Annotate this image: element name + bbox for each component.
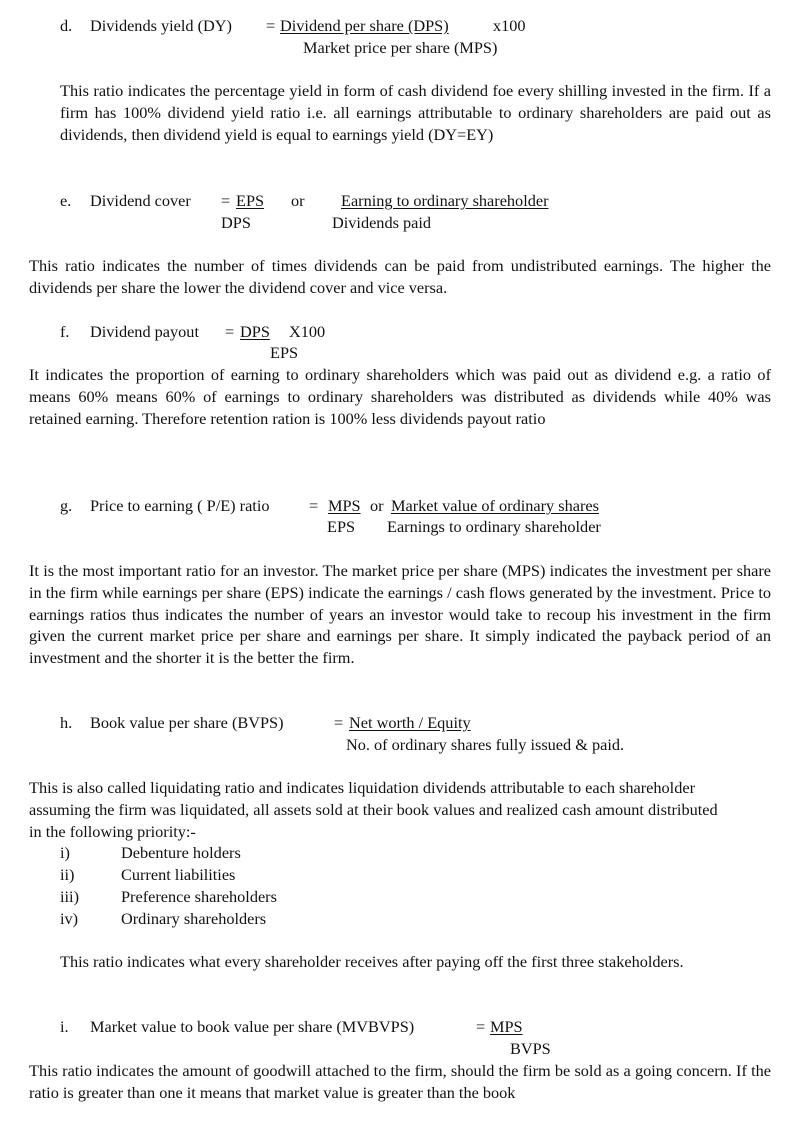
formula-label: Price to earning ( P/E) ratio: [90, 496, 270, 515]
list-number: iii): [60, 887, 79, 906]
equals-sign: =: [221, 191, 231, 210]
formula-numerator-alt: Earning to ordinary shareholder: [341, 191, 549, 210]
formula-label: Dividend payout: [90, 322, 199, 341]
formula-denominator: Market price per share (MPS): [303, 38, 498, 57]
formula-label: Market value to book value per share (MVBVPS): [90, 1017, 415, 1036]
formula-label: Book value per share (BVPS): [90, 713, 284, 732]
list-number: iv): [60, 909, 79, 928]
paragraph-i: This ratio indicates the amount of goodwill attached to the firm, should the firm be sold as a going concern. If the ratio is greater than one it means that market value is greater than the book: [29, 1061, 771, 1102]
paragraph-h2: This ratio indicates what every shareholder receives after paying off the first three stakeholders.: [60, 952, 684, 971]
equals-sign: =: [334, 713, 344, 732]
formula-denominator-alt: Dividends paid: [332, 213, 432, 232]
item-marker: f.: [60, 322, 70, 341]
paragraph-g: It is the most important ratio for an investor. The market price per share (MPS) indicates the investment per share in the firm while earnings per share (EPS) indicate the earnings / cash flows generated by the investment. Price to earnings ratios thus indicates the number of years an investor would take to recoup his investment in the firm given the current market price per share and earnings per share. It simply indicated the payback period of an investment and the shorter it is the better the firm.: [29, 561, 771, 668]
formula-numerator: DPS: [240, 322, 270, 341]
item-marker: e.: [60, 191, 72, 210]
formula-denominator: DPS: [221, 213, 251, 232]
paragraph-h: This is also called liquidating ratio and indicates liquidation dividends attributable to each shareholder assuming the firm was liquidated, all assets sold at their book values and realized cash amount distributed in the following priority:-: [29, 778, 718, 841]
formula-numerator-alt: Market value of ordinary shares: [391, 496, 599, 515]
paragraph-f: It indicates the proportion of earning to ordinary shareholders which was paid out as dividend e.g. a ratio of means 60% means 60% of earnings to ordinary shareholders was distributed as dividends while 40% was retained earning. Therefore retention ration is 100% less dividends payout ratio: [29, 365, 771, 428]
equals-sign: =: [476, 1017, 486, 1036]
list-item: Current liabilities: [121, 865, 236, 884]
list-item: Ordinary shareholders: [121, 909, 267, 928]
item-marker: i.: [60, 1017, 69, 1036]
equals-sign: =: [225, 322, 235, 341]
formula-denominator-alt: Earnings to ordinary shareholder: [387, 517, 601, 536]
formula-numerator: Net worth / Equity: [349, 713, 471, 732]
paragraph-e: This ratio indicates the number of times dividends can be paid from undistributed earnings. The higher the dividends per share the lower the dividend cover and vice versa.: [29, 256, 771, 297]
equals-sign: =: [309, 496, 319, 515]
formula-numerator: MPS: [328, 496, 361, 515]
or-word: or: [291, 191, 305, 210]
formula-multiplier: x100: [493, 16, 526, 35]
formula-numerator: Dividend per share (DPS): [280, 16, 449, 35]
or-word: or: [370, 496, 384, 515]
item-marker: h.: [60, 713, 73, 732]
formula-multiplier: X100: [289, 322, 326, 341]
formula-denominator: No. of ordinary shares fully issued & paid.: [346, 735, 625, 754]
formula-numerator: EPS: [236, 191, 265, 210]
list-item: Debenture holders: [121, 843, 241, 862]
formula-denominator: EPS: [327, 517, 356, 536]
formula-label: Dividends yield (DY): [90, 16, 232, 35]
list-item: Preference shareholders: [121, 887, 277, 906]
formula-denominator: BVPS: [510, 1039, 551, 1058]
formula-numerator: MPS: [490, 1017, 523, 1036]
list-number: ii): [60, 865, 75, 884]
paragraph-d: This ratio indicates the percentage yield in form of cash dividend foe every shilling invested in the firm. If a firm has 100% dividend yield ratio i.e. all earnings attributable to ordinary shareholders are paid out as dividends, then dividend yield is equal to earnings yield (DY=EY): [60, 81, 771, 144]
formula-denominator: EPS: [270, 343, 299, 362]
item-marker: d.: [60, 16, 73, 35]
formula-label: Dividend cover: [90, 191, 191, 210]
item-marker: g.: [60, 496, 73, 515]
list-number: i): [60, 843, 70, 862]
equals-sign: =: [266, 16, 276, 35]
